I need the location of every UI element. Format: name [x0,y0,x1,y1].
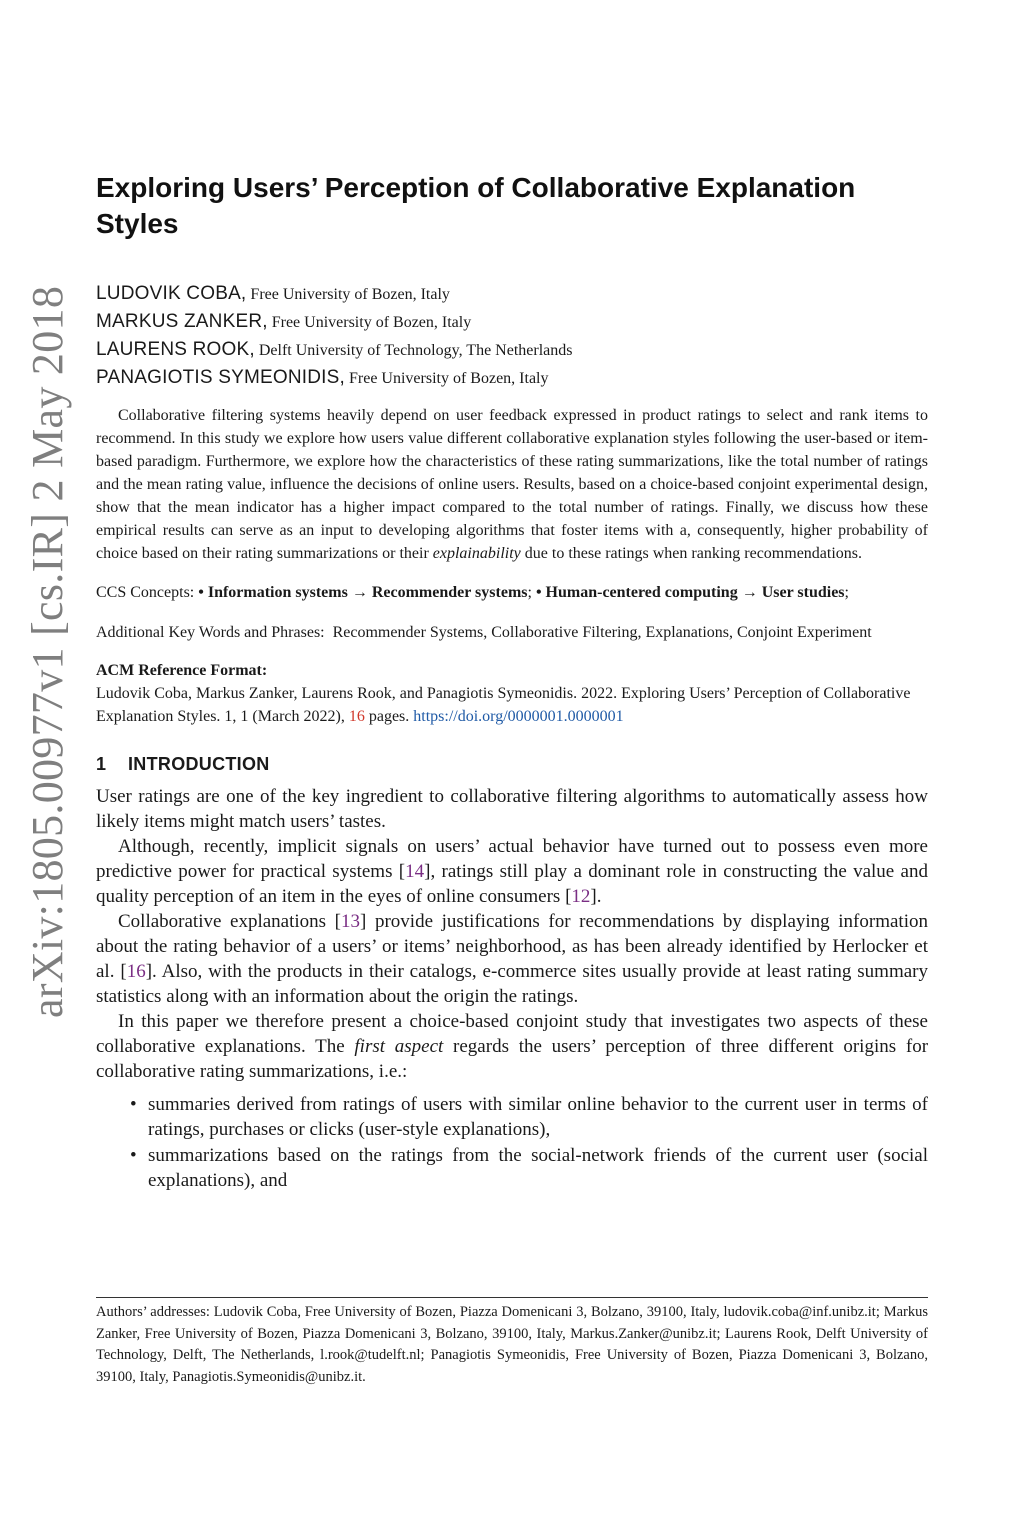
abstract [96,404,928,565]
acm-reference-text [96,682,928,728]
bullet-list [96,1092,928,1193]
paper-title: Exploring Users’ Perception of Collaborative Explanation Styles [96,172,856,239]
footnote-divider [96,1297,928,1298]
doi-link[interactable]: https://doi.org/0000001.0000001 [413,708,624,725]
acm-reference-heading: ACM Reference Format: [96,662,268,679]
ccs-separator: ; [527,584,532,601]
ccs-concept-2: • Human-centered computing → User studies [535,584,845,601]
author-name: PANAGIOTIS SYMEONIDIS, [96,367,345,388]
author-affiliation: Free University of Bozen, Italy [250,286,450,303]
bullet-icon: • [130,1094,137,1115]
ccs-concept-1: • Information systems → Recommender systems [198,584,528,601]
abstract-text: Collaborative filtering systems heavily depend on user feedback expressed in product ratings to select and rank items to recommend. In this study we explore how users value different collaborative explanation styles following the user-based or item-based paradigm. Furthermore, we explore how the characteristics of these rating summarizations, like the total number of ratings and the mean rating value, influence the decisions of online users. Results, based on a choice-based conjoint experimental design, show that the mean indicator has a higher impact compared to the total number of ratings. Finally, we discuss how these empirical results can serve as an input to developing algorithms that foster items with a, consequently, higher probability of choice based on their rating summarizations or their [96,407,928,562]
paragraph-text: ]. Also, with the products in their catalogs, e-commerce sites usually provide at least rating summary statistics along with an information about the origin the ratings. [96,961,928,1007]
page-count-link[interactable]: 16 [348,708,365,725]
ccs-label: CCS Concepts: [96,584,195,601]
ccs-concepts [96,581,928,604]
keywords-text: Recommender Systems, Collaborative Filtering, Explanations, Conjoint Experiment [332,624,872,641]
abstract-emphasis: explainability [432,545,521,562]
keywords-label: Additional Key Words and Phrases: [96,624,325,641]
author-entry [96,336,928,364]
author-entry [96,280,928,308]
paragraph-text: ] provide justifications for recommendations by displaying information about the rating behavior of a users’ or items’ neighborhood, as has been already identified by Herlocker et al. [ [96,911,928,982]
author-entry [96,364,928,392]
paragraph-text: ]. [590,886,602,907]
author-entry [96,308,928,336]
author-name: LUDOVIK COBA, [96,283,247,304]
author-name: MARKUS ZANKER, [96,311,268,332]
paragraph-text: ], ratings still play a dominant role in constructing the value and quality perception of an item in the eyes of online consumers [ [96,861,928,907]
emphasis-text: first aspect [354,1036,444,1057]
abstract-text-end: due to these ratings when ranking recommendations. [524,545,863,562]
section-heading [96,752,928,776]
paragraph-text: Although, recently, implicit signals on users’ actual behavior have turned out to possess even more predictive power for practical systems [ [96,836,928,882]
paper-content [96,170,928,1194]
citation-link[interactable]: 16 [126,961,146,982]
citation-link[interactable]: 12 [571,886,591,907]
arxiv-stamp: arXiv:1805.00977v1 [cs.IR] 2 May 2018 [23,285,72,1018]
author-affiliation: Free University of Bozen, Italy [271,314,472,331]
intro-paragraph-2 [96,834,928,909]
keywords [96,620,928,645]
list-item-text: summaries derived from ratings of users with similar online behavior to the current user in terms of ratings, purchases or clicks (user-style explanations), [148,1094,928,1140]
paragraph-text: regards the users’ perception of three different origins for collaborative rating summarizations, i.e.: [96,1036,929,1082]
pages-word: pages. [368,708,410,725]
citation-link[interactable]: 14 [405,861,425,882]
section-title: INTRODUCTION [128,754,270,774]
acm-reference [96,659,928,728]
section-number: 1 [96,754,107,774]
authors-addresses-footnote: Authors’ addresses: Ludovik Coba, Free University of Bozen, Piazza Domenicani 3, Bolzano, 39100, Italy, ludovik.coba@inf.unibz.it; Markus Zanker, Free University of Bozen, Piazza Domenicani 3, Bolzano, 39100, Italy, Markus.Zanker@unibz.it; Laurens Rook, Delft University of Technology, Delft, The Netherlands, l.rook@tudelft.nl; Panagiotis Symeonidis, Free University of Bozen, Piazza Domenicani 3, Bolzano, 39100, Italy, Panagiotis.Symeonidis@unibz.it. [96,1304,928,1385]
bullet-icon: • [130,1145,137,1166]
paragraph-text: Collaborative explanations [ [118,911,342,932]
intro-paragraph-1: User ratings are one of the key ingredient to collaborative filtering algorithms to automatically assess how likely items might match users’ tastes. [96,786,928,832]
author-affiliation: Free University of Bozen, Italy [348,370,549,387]
list-item [96,1092,928,1142]
list-item [96,1143,928,1193]
acm-citation: Ludovik Coba, Markus Zanker, Laurens Rook, and Panagiotis Symeonidis. 2022. Exploring Users’ Perception of Collaborative Explanation Styles. 1, 1 (March 2022), [96,685,911,725]
ccs-end: ; [844,584,849,601]
author-list [96,280,928,392]
intro-paragraph-4 [96,1009,928,1084]
list-item-text: summarizations based on the ratings from the social-network friends of the current user (social explanations), and [148,1145,928,1191]
author-affiliation: Delft University of Technology, The Netherlands [258,342,573,359]
paragraph-text: In this paper we therefore present a choice-based conjoint study that investigates two aspects of these collaborative explanations. The [96,1011,928,1057]
citation-link[interactable]: 13 [341,911,361,932]
intro-paragraph-3 [96,909,928,1009]
author-name: LAURENS ROOK, [96,339,255,360]
